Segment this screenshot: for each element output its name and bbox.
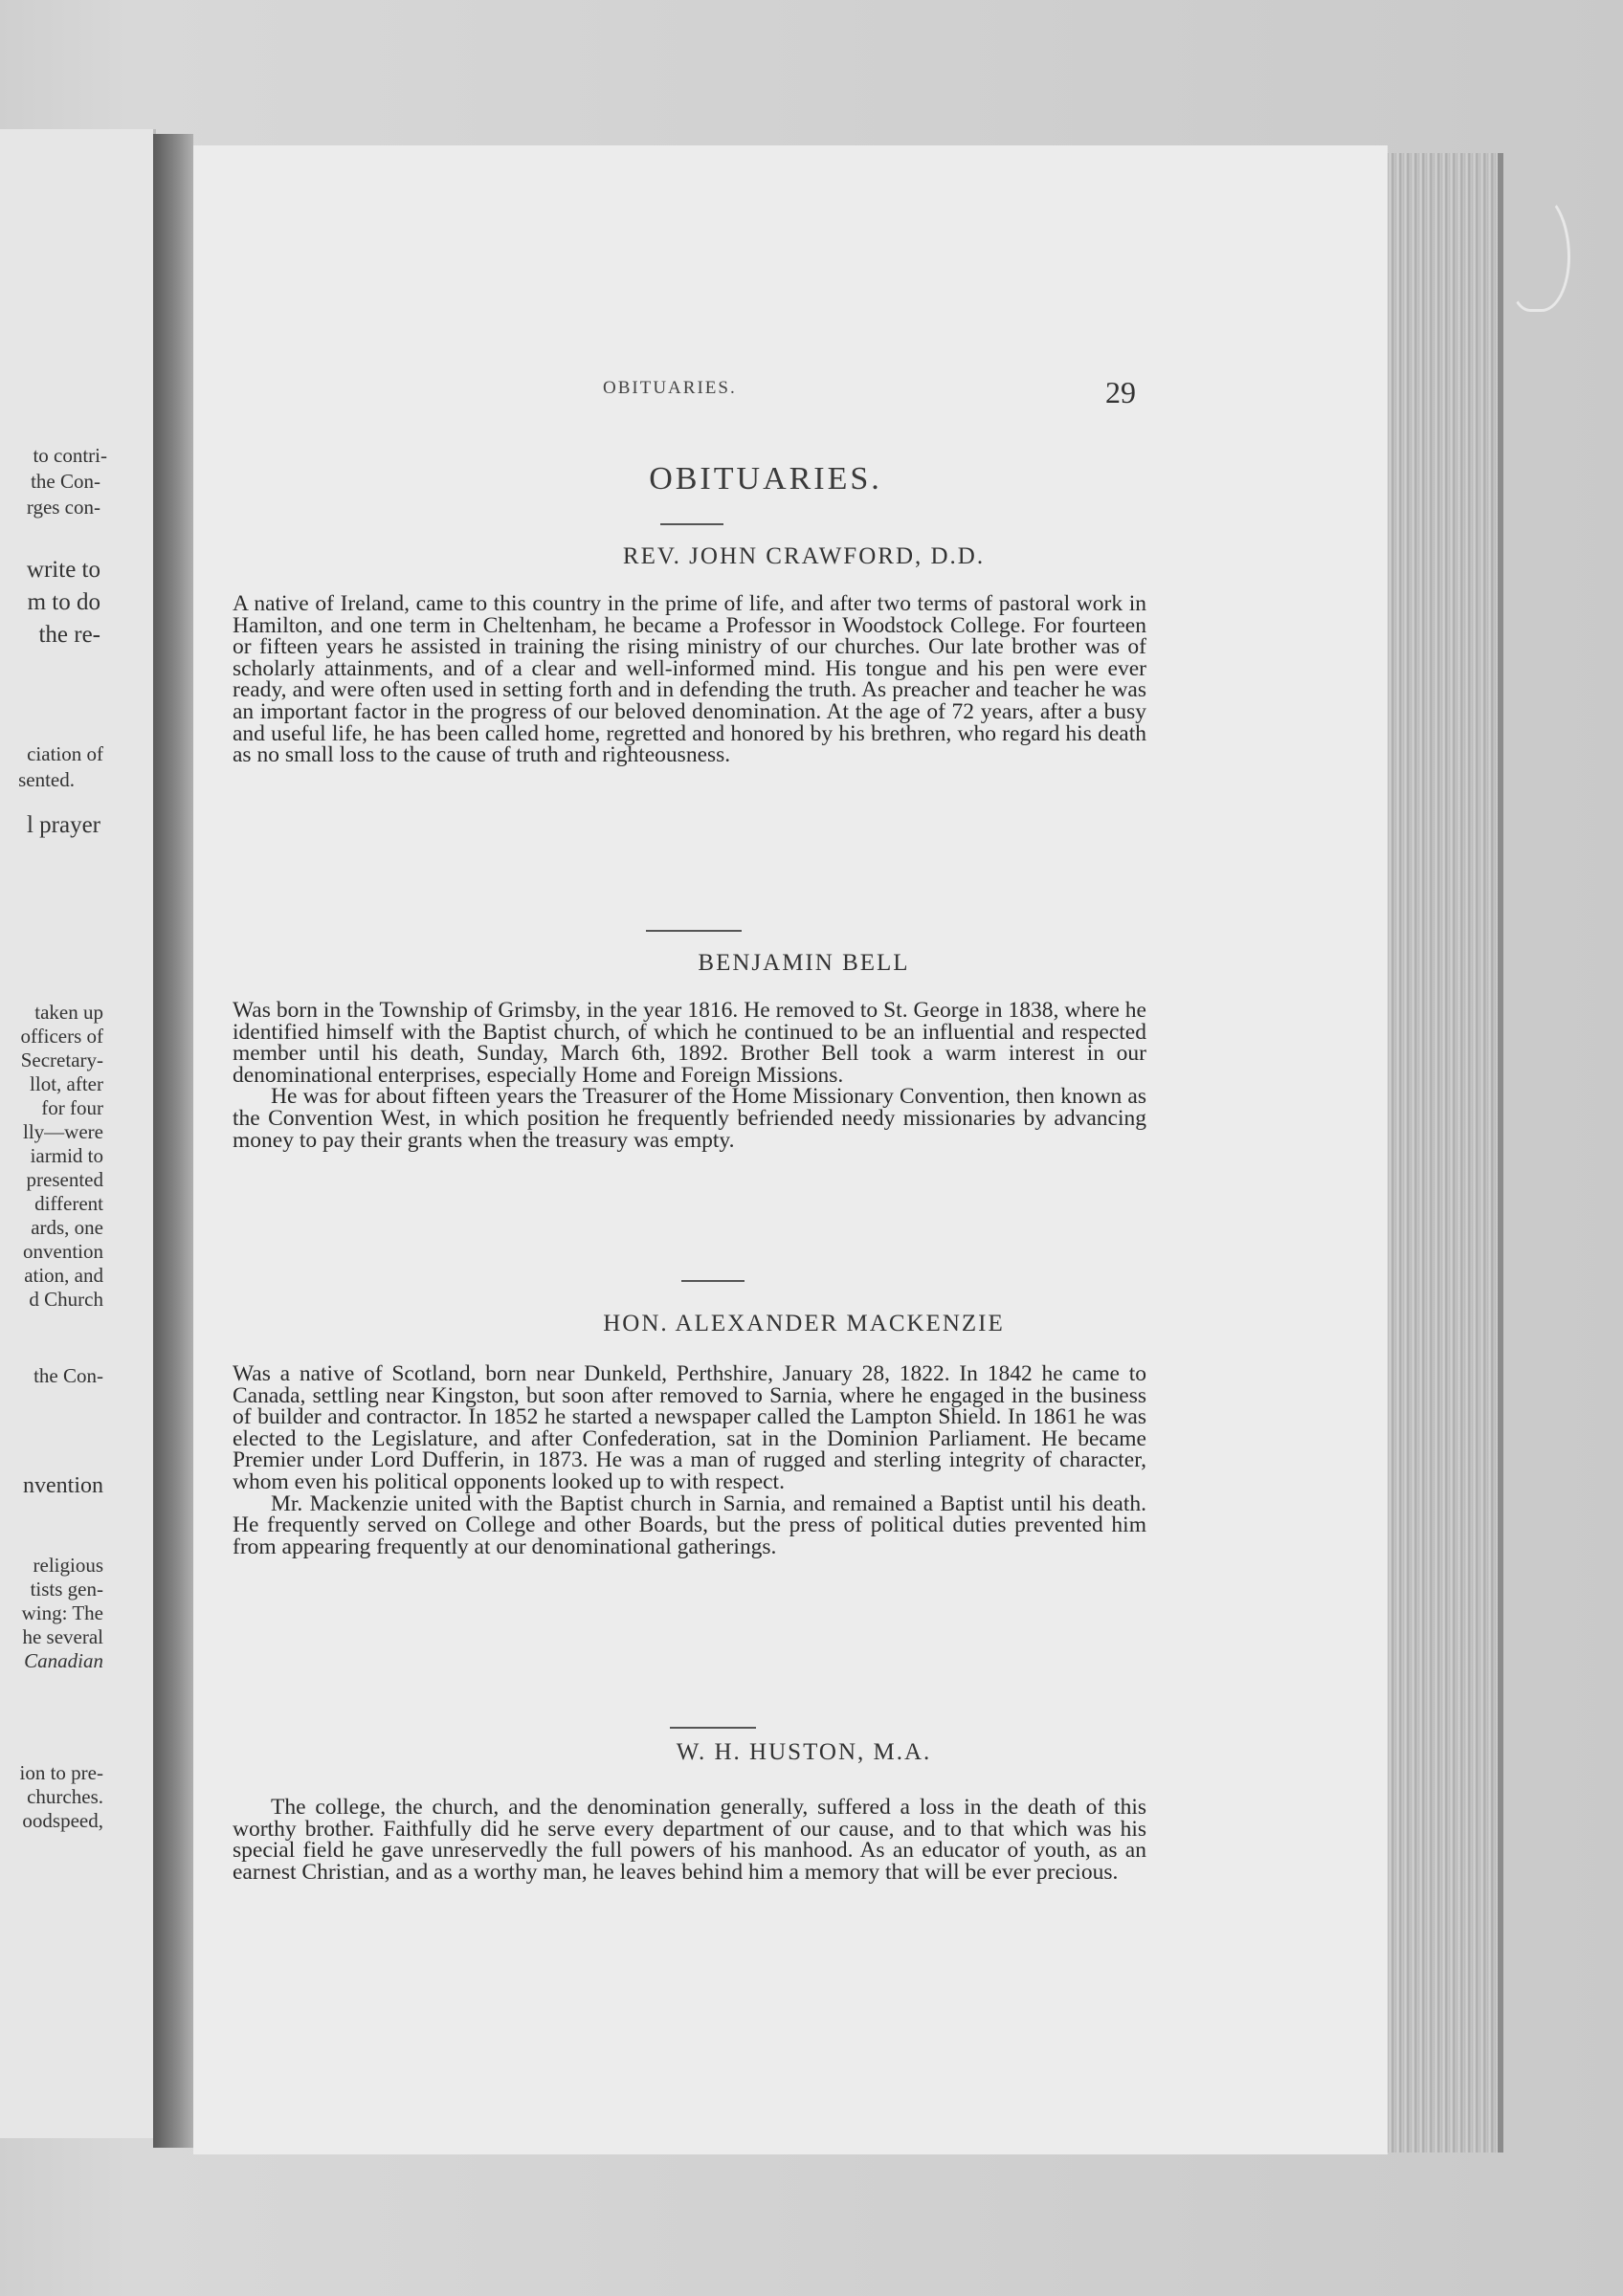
left-page-line: officers of [20,1025,103,1048]
left-page-line: write to [26,557,100,583]
entry-divider [670,1727,756,1729]
left-page-line: religious [33,1554,103,1577]
entry-heading: HON. ALEXANDER MACKENZIE [603,1311,1005,1336]
left-page-line: iarmid to [30,1144,103,1167]
entry-paragraph: The college, the church, and the denomination generally, suffered a loss in the death of this worthy brother. Faithfully did he serve every department of our cause, and to that which was his special field he gave unreservedly the full powers of his manhood. As an educator of youth, as an earnest Christian, and as a worthy man, he leaves behind him a memory that will be ever precious. [233,1795,1146,1885]
facing-page-left [0,129,156,2138]
left-page-line: tists gen- [30,1578,103,1601]
left-page-line: churches. [27,1785,103,1808]
title-rule [660,523,723,525]
left-page-line: onvention [23,1240,103,1263]
left-page-line: d Church [29,1288,103,1311]
left-page-line: Secretary- [20,1049,103,1071]
entry-paragraph: He was for about fifteen years the Treasurer of the Home Missionary Convention, then known as the Convention West, in which position he frequently befriended needy missionaries by advancing money to pay their grants when the treasury was empty. [233,1084,1146,1153]
entry-paragraph: Was born in the Township of Grimsby, in the year 1816. He removed to St. George in 1838, where he identified himself with the Baptist church, of which he continued to be an influential and respected member until his death, Sunday, March 6th, 1892. Brother Bell took a warm interest in our denominational enterprises, especially Home and Foreign Missions. [233,998,1146,1088]
left-page-line: to contri- [33,444,107,467]
page-number: 29 [1105,375,1136,409]
left-page-line: ards, one [31,1216,103,1239]
entry-divider [646,930,742,932]
entry-body [233,1000,1146,1151]
left-page-line: different [34,1192,103,1215]
left-page-line: wing: The [21,1601,103,1624]
left-page-line: taken up [34,1001,103,1024]
entry-paragraph: A native of Ireland, came to this country in the prime of life, and after two terms of pastoral work in Hamilton, and one term in Cheltenham, he became a Professor in Woodstock College. For fourteen or fifteen years he assisted in training the rising ministry of our churches. Our late brother was of scholarly attainments, and of a clear and well-informed mind. His tongue and his pen were ever ready, and were often used in setting forth and in defending the truth. As preacher and teacher he was an important factor in the progress of our beloved denomination. At the age of 72 years, after a busy and useful life, he has been called home, regretted and honored by his brethren, who regard his death as no small loss to the cause of truth and righteousness. [233,591,1146,768]
left-page-line: presented [26,1168,103,1191]
left-page-line: the Con- [33,1364,103,1387]
left-page-line: ion to pre- [19,1761,103,1784]
section-title: OBITUARIES. [649,461,882,497]
left-page-line: Canadian [24,1649,103,1672]
left-page-line: l prayer [26,812,100,838]
left-page-line: ation, and [24,1264,103,1287]
left-page-line: he several [22,1625,103,1648]
entry-paragraph: Was a native of Scotland, born near Dunkeld, Perthshire, January 28, 1822. In 1842 he came to Canada, settling near Kingston, but soon after removed to Sarnia, where he engaged in the business of builder and contractor. In 1852 he started a newspaper called the Lampton Shield. In 1861 he was elected to the Legislature, and after Confederation, sat in the Dominion Parliament. He became Premier under Lord Dufferin, in 1873. He was a man of rugged and sterling integrity of character, whom even his political opponents looked up to with respect. [233,1361,1146,1494]
left-page-line: the Con- [31,470,100,493]
left-page-line: ciation of [27,742,103,765]
entry-paragraph: Mr. Mackenzie united with the Baptist church in Sarnia, and remained a Baptist until his death. He frequently served on College and other Boards, but the press of political duties prevented him from appearing frequently at our denominational gatherings. [233,1490,1146,1559]
left-page-line: m to do [27,589,100,615]
entry-divider [681,1280,745,1282]
left-page-line: llot, after [30,1072,103,1095]
left-page-line: lly—were [23,1120,103,1143]
entry-heading: W. H. HUSTON, M.A. [676,1739,932,1765]
entry-body [233,1797,1146,1883]
left-page-line: nvention [23,1473,103,1498]
page-edges [1388,153,1503,2152]
entry-heading: BENJAMIN BELL [698,950,910,976]
left-page-line: the re- [38,622,100,648]
left-page-line: oodspeed, [22,1809,103,1832]
left-page-line: for four [41,1096,103,1119]
left-page-line: rges con- [26,496,100,519]
book-gutter [153,134,193,2148]
entry-body [233,1363,1146,1557]
entry-heading: REV. JOHN CRAWFORD, D.D. [622,543,986,569]
left-page-line: sented. [18,768,75,791]
entry-body [233,593,1146,766]
running-head: OBITUARIES. [603,378,737,398]
